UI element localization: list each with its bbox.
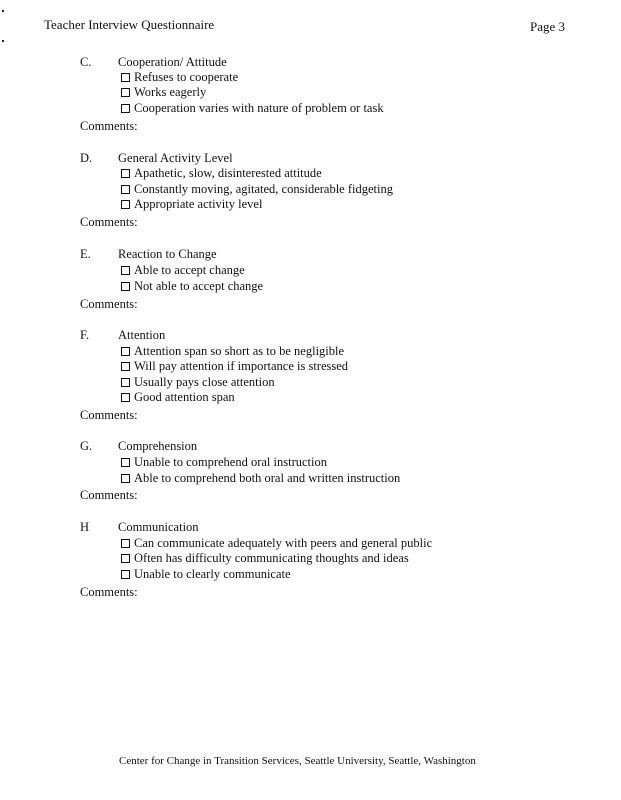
checkbox[interactable] bbox=[121, 185, 130, 194]
checkbox[interactable] bbox=[121, 554, 130, 563]
section-g-option-1[interactable] bbox=[121, 455, 327, 470]
section-d-title: General Activity Level bbox=[118, 151, 233, 165]
checkbox[interactable] bbox=[121, 570, 130, 579]
checkbox[interactable] bbox=[121, 73, 130, 82]
section-d-option-2[interactable] bbox=[121, 182, 393, 197]
section-f-comments: Comments: bbox=[80, 408, 138, 422]
section-d-option-3[interactable] bbox=[121, 197, 262, 212]
option-label: Constantly moving, agitated, considerable fidgeting bbox=[134, 182, 393, 196]
section-g-comments: Comments: bbox=[80, 488, 138, 502]
option-label: Usually pays close attention bbox=[134, 375, 275, 389]
checkbox[interactable] bbox=[121, 393, 130, 402]
option-label: Cooperation varies with nature of problem or task bbox=[134, 101, 384, 115]
checkbox[interactable] bbox=[121, 169, 130, 178]
option-label: Attention span so short as to be negligible bbox=[134, 344, 345, 358]
option-label: Unable to comprehend oral instruction bbox=[134, 455, 327, 469]
section-f-letter: F. bbox=[80, 328, 90, 342]
option-label: Works eagerly bbox=[134, 85, 207, 99]
section-f-option-3[interactable] bbox=[121, 375, 275, 390]
option-label: Not able to accept change bbox=[134, 279, 264, 293]
option-label: Good attention span bbox=[134, 390, 235, 404]
checkbox[interactable] bbox=[121, 347, 130, 356]
checkbox[interactable] bbox=[121, 88, 130, 97]
option-label: Appropriate activity level bbox=[134, 197, 263, 211]
scan-mark bbox=[2, 10, 4, 12]
option-label: Able to comprehend both oral and written instruction bbox=[134, 471, 401, 485]
page-number: Page 3 bbox=[530, 19, 566, 34]
section-d-option-1[interactable] bbox=[121, 166, 322, 181]
checkbox[interactable] bbox=[121, 200, 130, 209]
checkbox[interactable] bbox=[121, 474, 130, 483]
document-title: Teacher Interview Questionnaire bbox=[44, 17, 215, 32]
section-e-letter: E. bbox=[80, 247, 91, 261]
section-g-letter: G. bbox=[80, 439, 93, 453]
section-c-option-1[interactable] bbox=[121, 70, 238, 85]
checkbox[interactable] bbox=[121, 378, 130, 387]
section-e-comments: Comments: bbox=[80, 297, 138, 311]
section-g-title: Comprehension bbox=[118, 439, 198, 453]
section-f-title: Attention bbox=[118, 328, 166, 342]
checkbox[interactable] bbox=[121, 362, 130, 371]
section-e-title: Reaction to Change bbox=[118, 247, 217, 261]
section-e-option-1[interactable] bbox=[121, 263, 245, 278]
section-h-title: Communication bbox=[118, 520, 199, 534]
option-label: Will pay attention if importance is stressed bbox=[134, 359, 349, 373]
section-c-option-2[interactable] bbox=[121, 85, 206, 100]
section-f-option-4[interactable] bbox=[121, 390, 235, 405]
section-c-letter: C. bbox=[80, 55, 92, 69]
option-label: Often has difficulty communicating thoughts and ideas bbox=[134, 551, 409, 565]
section-h-option-2[interactable] bbox=[121, 551, 409, 566]
section-d-comments: Comments: bbox=[80, 215, 138, 229]
scan-mark bbox=[2, 40, 4, 42]
option-label: Able to accept change bbox=[134, 263, 245, 277]
checkbox[interactable] bbox=[121, 282, 130, 291]
checkbox[interactable] bbox=[121, 539, 130, 548]
footer-text: Center for Change in Transition Services, Seattle University, Seattle, Washington bbox=[119, 755, 476, 767]
option-label: Refuses to cooperate bbox=[134, 70, 239, 84]
section-c-comments: Comments: bbox=[80, 119, 138, 133]
option-label: Can communicate adequately with peers and general public bbox=[134, 536, 433, 550]
section-h-option-3[interactable] bbox=[121, 567, 291, 582]
section-f-option-2[interactable] bbox=[121, 359, 348, 374]
section-c-option-3[interactable] bbox=[121, 101, 384, 116]
checkbox[interactable] bbox=[121, 458, 130, 467]
section-h-option-1[interactable] bbox=[121, 536, 432, 551]
section-h-comments: Comments: bbox=[80, 585, 138, 599]
section-f-option-1[interactable] bbox=[121, 344, 344, 359]
checkbox[interactable] bbox=[121, 104, 130, 113]
section-c-title: Cooperation/ Attitude bbox=[118, 55, 227, 69]
section-g-option-2[interactable] bbox=[121, 471, 400, 486]
section-h-letter: H bbox=[80, 520, 90, 534]
section-d-letter: D. bbox=[80, 151, 93, 165]
option-label: Apathetic, slow, disinterested attitude bbox=[134, 166, 322, 180]
section-e-option-2[interactable] bbox=[121, 279, 263, 294]
checkbox[interactable] bbox=[121, 266, 130, 275]
option-label: Unable to clearly communicate bbox=[134, 567, 291, 581]
